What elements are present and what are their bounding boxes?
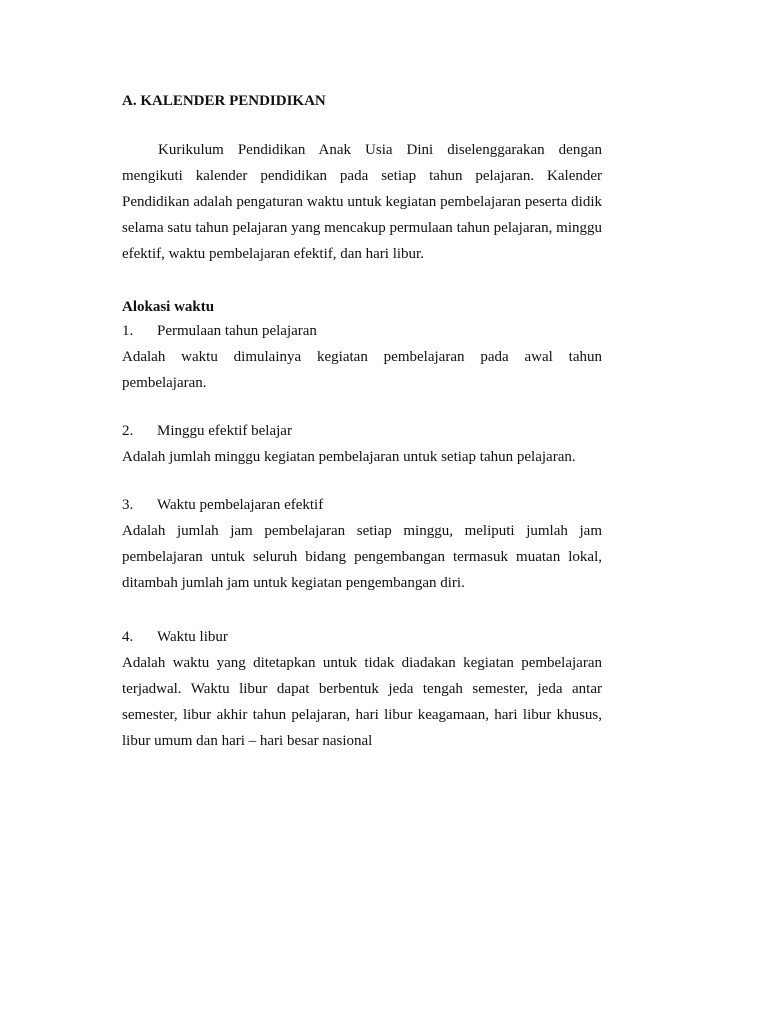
intro-paragraph: Kurikulum Pendidikan Anak Usia Dini diselenggarakan dengan mengikuti kalender pendidikan pada setiap tahun pelajaran. Kalender Pendidikan adalah pengaturan waktu untuk kegiatan pembelajaran peserta didik selama satu tahun pelajaran yang mencakup permulaan tahun pelajaran, minggu efektif, waktu pembelajaran efektif, dan hari libur.	[122, 142, 602, 262]
list-item	[122, 418, 602, 470]
list-item-number: 2.	[122, 423, 134, 439]
list-item-number: 4.	[122, 629, 134, 645]
document-content	[122, 90, 602, 754]
list-item	[122, 492, 602, 596]
list-item-header	[122, 418, 602, 444]
list-item	[122, 624, 602, 754]
list-item-header	[122, 624, 602, 650]
list-item-number: 3.	[122, 497, 134, 513]
list-item-title: Waktu pembelajaran efektif	[157, 497, 324, 513]
list-item	[122, 318, 602, 396]
list-item-body: Adalah jumlah minggu kegiatan pembelajaran untuk setiap tahun pelajaran.	[122, 449, 576, 465]
list-item-header	[122, 492, 602, 518]
document-heading: A. KALENDER PENDIDIKAN	[122, 93, 326, 109]
list-item-body: Adalah jumlah jam pembelajaran setiap minggu, meliputi jumlah jam pembelajaran untuk seluruh bidang pengembangan termasuk muatan lokal, ditambah jumlah jam untuk kegiatan pengembangan diri.	[122, 523, 602, 591]
section-title: Alokasi waktu	[122, 299, 215, 315]
list-item-title: Minggu efektif belajar	[157, 423, 292, 439]
list-item-body: Adalah waktu dimulainya kegiatan pembelajaran pada awal tahun pembelajaran.	[122, 349, 602, 391]
list-item-title: Permulaan tahun pelajaran	[157, 323, 317, 339]
list-item-body: Adalah waktu yang ditetapkan untuk tidak diadakan kegiatan pembelajaran terjadwal. Waktu libur dapat berbentuk jeda tengah semester, jeda antar semester, libur akhir tahun pelajaran, hari libur keagamaan, hari libur khusus, libur umum dan hari – hari besar nasional	[122, 655, 602, 749]
list-item-header	[122, 318, 602, 344]
list-item-title: Waktu libur	[157, 629, 228, 645]
list-item-number: 1.	[122, 323, 134, 339]
